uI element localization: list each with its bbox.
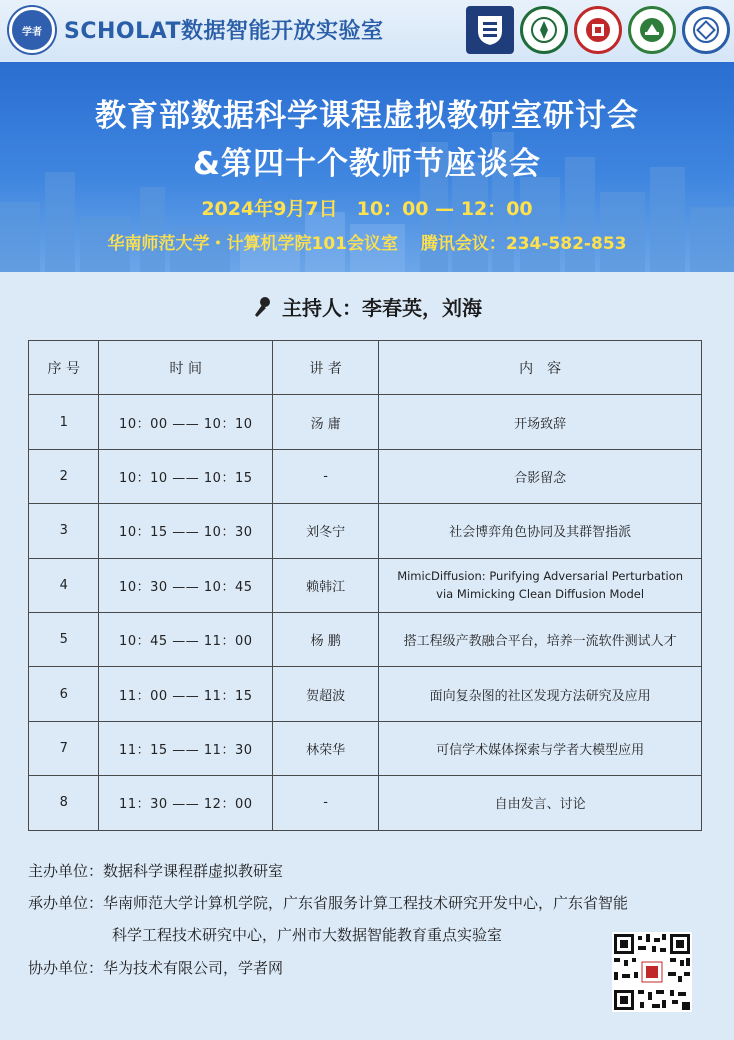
table-row: [29, 504, 702, 558]
row-speaker: -: [273, 449, 379, 503]
row-time: 11：15 —— 11：30: [99, 721, 273, 775]
header-no: 序 号: [29, 341, 99, 395]
undertaker-label: 承办单位：: [28, 894, 104, 912]
header-content: 内 容: [379, 341, 702, 395]
organizer-label: 主办单位：: [28, 862, 104, 880]
row-speaker: 林荣华: [273, 721, 379, 775]
organizer-line: [28, 860, 283, 881]
co-organizer-text: 华为技术有限公司，学者网: [103, 959, 284, 977]
row-no: 8: [29, 776, 99, 830]
undertaker-line: [28, 892, 628, 913]
row-time: 10：15 —— 10：30: [99, 504, 273, 558]
row-speaker: 刘冬宁: [273, 504, 379, 558]
logo-text: 学者: [22, 26, 42, 38]
header-bar: [0, 0, 734, 62]
row-content: [379, 558, 702, 612]
university-logo-5-icon: [682, 6, 730, 54]
row-time: 10：00 —— 10：10: [99, 395, 273, 449]
row-content-line2: via Mimicking Clean Diffusion Model: [436, 587, 645, 602]
row-time: 11：00 —— 11：15: [99, 667, 273, 721]
microphone-icon: [252, 296, 272, 318]
table-row: [29, 612, 702, 666]
undertaker-text-line2: 科学工程技术研究中心，广州市大数据智能教育重点实验室: [112, 926, 503, 944]
row-time: 10：10 —— 10：15: [99, 449, 273, 503]
schedule-table: [28, 340, 702, 831]
row-content-line1: MimicDiffusion: Purifying Adversarial Perturbation: [397, 569, 684, 584]
row-no: 1: [29, 395, 99, 449]
table-row: [29, 776, 702, 830]
university-logo-3-icon: [574, 6, 622, 54]
event-venue: 华南师范大学・计算机学院101会议室 腾讯会议：234-582-853: [107, 234, 627, 254]
organizer-text: 数据科学课程群虚拟教研室: [103, 862, 284, 880]
row-speaker: -: [273, 776, 379, 830]
row-content: 合影留念: [379, 449, 702, 503]
row-content: 搭工程级产教融合平台，培养一流软件测试人才: [379, 612, 702, 666]
row-time: 10：30 —— 10：45: [99, 558, 273, 612]
row-no: 4: [29, 558, 99, 612]
banner-title-line2: &第四十个教师节座谈会: [192, 146, 542, 182]
row-time: 10：45 —— 11：00: [99, 612, 273, 666]
host-line: [0, 292, 734, 321]
row-speaker: 汤 庸: [273, 395, 379, 449]
co-organizer-label: 协办单位：: [28, 959, 104, 977]
university-logo-4-icon: [628, 6, 676, 54]
row-no: 3: [29, 504, 99, 558]
header-time: 时 间: [99, 341, 273, 395]
row-content: 社会博弈角色协同及其群智指派: [379, 504, 702, 558]
row-speaker: 赖韩江: [273, 558, 379, 612]
banner-title-line1: 教育部数据科学课程虚拟教研室研讨会: [95, 98, 639, 134]
table-row: [29, 395, 702, 449]
lab-name: SCHOLAT数据智能开放实验室: [64, 19, 384, 44]
table-header-row: [29, 341, 702, 395]
university-logo-2-icon: [520, 6, 568, 54]
undertaker-text-line1: 华南师范大学计算机学院，广东省服务计算工程技术研究开发中心，广东省智能: [103, 894, 629, 912]
row-content: 可信学术媒体探索与学者大模型应用: [379, 721, 702, 775]
row-no: 2: [29, 449, 99, 503]
row-no: 6: [29, 667, 99, 721]
table-row: [29, 449, 702, 503]
university-logos: [466, 6, 730, 54]
scholat-logo-icon: [9, 7, 55, 53]
row-content: 开场致辞: [379, 395, 702, 449]
table-row: [29, 558, 702, 612]
university-logo-1-icon: [466, 6, 514, 54]
event-datetime: 2024年9月7日 10：00 — 12：00: [201, 198, 533, 220]
co-organizer-line: [28, 957, 283, 978]
title-banner: [0, 62, 734, 272]
row-no: 5: [29, 612, 99, 666]
table-row: [29, 721, 702, 775]
row-no: 7: [29, 721, 99, 775]
row-content: 自由发言、讨论: [379, 776, 702, 830]
row-time: 11：30 —— 12：00: [99, 776, 273, 830]
table-row: [29, 667, 702, 721]
row-speaker: 杨 鹏: [273, 612, 379, 666]
header-speaker: 讲 者: [273, 341, 379, 395]
row-content: 面向复杂图的社区发现方法研究及应用: [379, 667, 702, 721]
qr-code-icon: [612, 932, 692, 1012]
host-text: 主持人：李春英，刘海: [282, 296, 482, 320]
row-speaker: 贺超波: [273, 667, 379, 721]
